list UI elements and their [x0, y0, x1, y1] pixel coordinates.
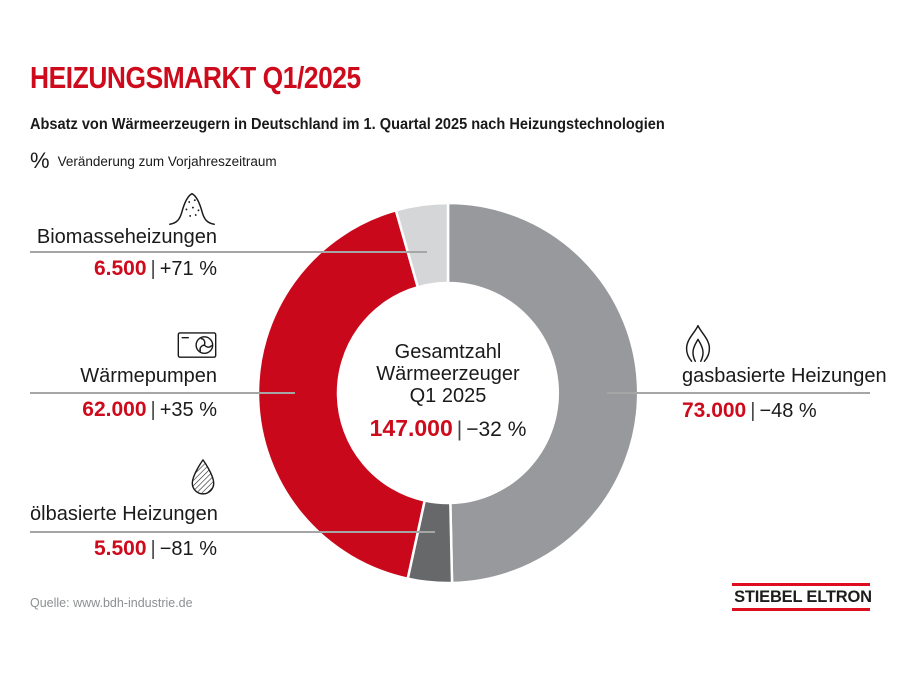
oil-value	[30, 537, 217, 561]
value-divider: |	[456, 418, 463, 441]
gas-label: gasbasierte Heizungen	[682, 365, 887, 387]
heat-pump-icon	[177, 331, 217, 360]
value-divider: |	[150, 258, 156, 280]
value-divider: |	[150, 399, 156, 421]
oil-label: ölbasierte Heizungen	[30, 503, 218, 525]
unit-note	[30, 148, 277, 174]
total-number: 147.000	[369, 415, 453, 441]
gas-number: 73.000	[682, 399, 747, 422]
center-line-1: Gesamtzahl	[394, 341, 502, 363]
percent-symbol: %	[30, 148, 50, 173]
logo-bottom-bar	[732, 608, 870, 611]
heatpump-callout-icon	[30, 331, 217, 365]
unit-note-text: Veränderung zum Vorjahreszeitraum	[57, 153, 277, 169]
gas-value	[682, 399, 882, 423]
leader-line-oil	[30, 531, 435, 533]
biomass-label: Biomasseheizungen	[36, 226, 217, 248]
flame-icon	[682, 322, 714, 364]
oil-number: 5.500	[93, 537, 147, 560]
value-divider: |	[150, 538, 156, 560]
leader-line-biomass	[30, 251, 427, 253]
donut-center-label	[330, 341, 566, 442]
oil-callout-icon	[30, 458, 217, 504]
source-note: Quelle: www.bdh-industrie.de	[30, 596, 193, 610]
gas-callout-icon	[682, 322, 882, 369]
pellet-pile-icon	[167, 190, 217, 227]
center-line-3: Q1 2025	[409, 385, 487, 407]
leader-line-heatpump	[30, 392, 295, 394]
biomass-value	[30, 257, 217, 281]
gas-change: −48 %	[759, 400, 817, 422]
leader-line-gas	[607, 392, 870, 394]
heatpump-label: Wärmepumpen	[80, 365, 217, 387]
logo-text: STIEBEL ELTRON	[734, 587, 872, 606]
biomass-number: 6.500	[93, 257, 147, 280]
page-title: HEIZUNGSMARKT Q1/2025	[30, 60, 361, 95]
biomass-change: +71 %	[159, 258, 217, 280]
oil-drop-icon	[189, 458, 217, 499]
oil-change: −81 %	[159, 538, 217, 560]
total-change: −32 %	[466, 418, 527, 441]
heatpump-number: 62.000	[82, 398, 147, 421]
center-total-value	[330, 415, 566, 442]
page-subtitle: Absatz von Wärmeerzeugern in Deutschland im 1. Quartal 2025 nach Heizungstechnologien	[30, 116, 665, 133]
value-divider: |	[750, 400, 756, 422]
heatpump-value	[30, 398, 217, 422]
heatpump-change: +35 %	[159, 399, 217, 421]
center-line-2: Wärmeerzeuger	[376, 363, 520, 385]
stiebel-eltron-logo	[732, 583, 870, 611]
